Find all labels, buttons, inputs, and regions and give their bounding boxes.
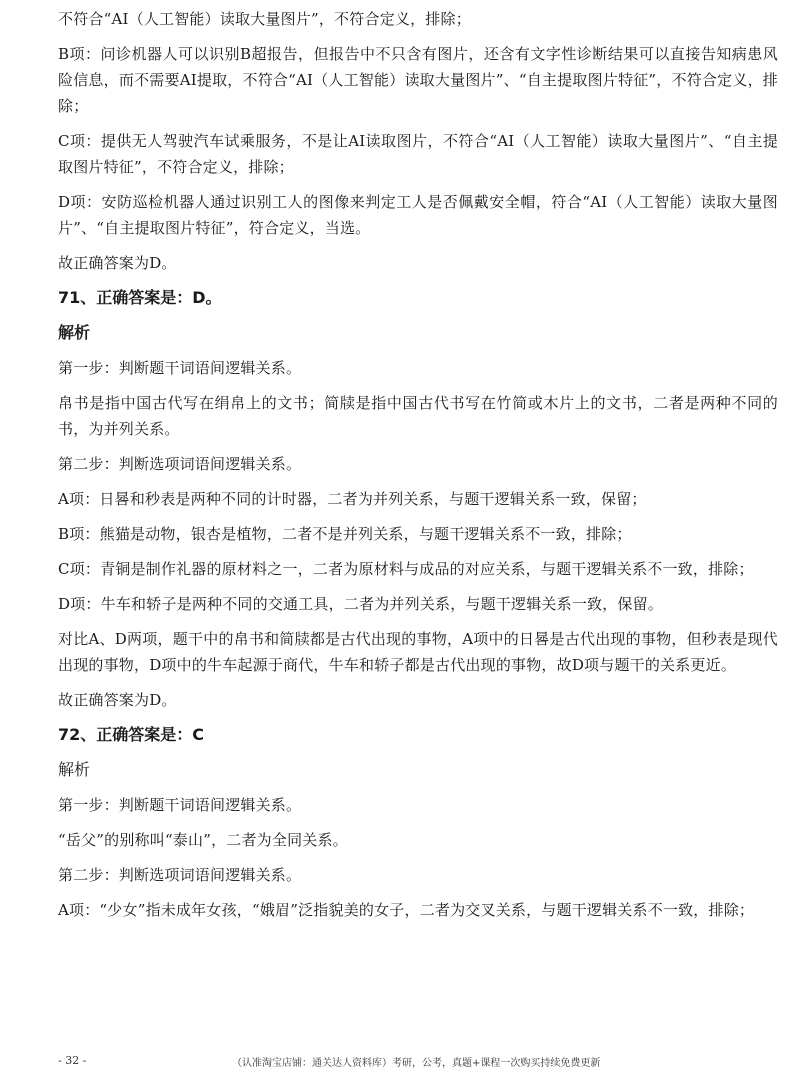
answer-heading: 71、正确答案是：D。 [58, 288, 222, 307]
paragraph: B项：问诊机器人可以识别B超报告，但报告中不只含有图片，还含有文字性诊断结果可以直接告知病患风险信息，而不需要AI提取，不符合“AI（人工智能）读取大量图片”、“自主提取图片特征”，不符合定义，排除； [58, 45, 778, 115]
analysis-heading: 解析 [58, 760, 91, 779]
answer-heading: 72、正确答案是：C [58, 725, 205, 744]
paragraph: C项：提供无人驾驶汽车试乘服务，不是让AI读取图片，不符合“AI（人工智能）读取大量图片”、“自主提取图片特征”，不符合定义，排除； [58, 132, 778, 176]
page-number: - 32 - [58, 1054, 87, 1067]
content-body [58, 6, 778, 932]
paragraph: 第一步：判断题干词语间逻辑关系。 [58, 796, 302, 814]
paragraph: D项：牛车和轿子是两种不同的交通工具，二者为并列关系，与题干逻辑关系一致，保留。 [58, 595, 664, 613]
paragraph: 对比A、D两项，题干中的帛书和简牍都是古代出现的事物，A项中的日晷是古代出现的事物，但秒表是现代出现的事物，D项中的牛车起源于商代，牛车和轿子都是古代出现的事物，故D项与题干的关系更近。 [58, 630, 778, 674]
paragraph: B项：熊猫是动物，银杏是植物，二者不是并列关系，与题干逻辑关系不一致，排除； [58, 525, 632, 543]
paragraph: C项：青铜是制作礼器的原材料之一，二者为原材料与成品的对应关系，与题干逻辑关系不一致，排除； [58, 560, 754, 578]
paragraph: 不符合“AI（人工智能）读取大量图片”，不符合定义，排除； [58, 10, 471, 28]
paragraph: 帛书是指中国古代写在绢帛上的文书；简牍是指中国古代书写在竹简或木片上的文书，二者是两种不同的书，为并列关系。 [58, 394, 778, 438]
paragraph: “岳父”的别称叫“泰山”，二者为全同关系。 [58, 831, 348, 849]
paragraph: D项：安防巡检机器人通过识别工人的图像来判定工人是否佩戴安全帽，符合“AI（人工智能）读取大量图片”、“自主提取图片特征”，符合定义，当选。 [58, 193, 778, 237]
footer-note: （认准淘宝店铺：通关达人资料库）考研，公考，真题+课程一次购买持续免费更新 [232, 1058, 601, 1069]
paragraph: A项：“少女”指未成年女孩，“娥眉”泛指貌美的女子，二者为交叉关系，与题干逻辑关系不一致，排除； [58, 901, 755, 919]
paragraph: 第二步：判断选项词语间逻辑关系。 [58, 866, 302, 884]
paragraph: 故正确答案为D。 [58, 691, 177, 709]
paragraph: 故正确答案为D。 [58, 254, 177, 272]
analysis-heading: 解析 [58, 323, 91, 342]
paragraph: A项：日晷和秒表是两种不同的计时器，二者为并列关系，与题干逻辑关系一致，保留； [58, 490, 647, 508]
paragraph: 第二步：判断选项词语间逻辑关系。 [58, 455, 302, 473]
paragraph: 第一步：判断题干词语间逻辑关系。 [58, 359, 302, 377]
page-footer [0, 1052, 800, 1072]
